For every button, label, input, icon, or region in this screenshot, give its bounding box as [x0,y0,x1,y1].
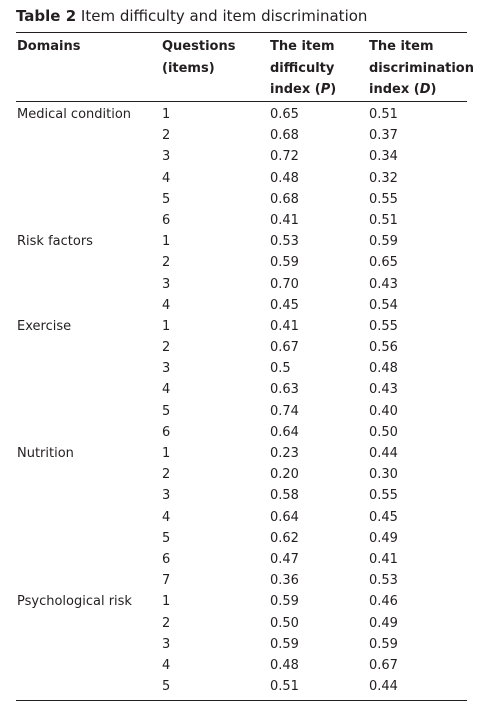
table-row [0,401,483,422]
question-cell: 2 [162,467,171,483]
table-row [0,507,483,528]
domain-cell: Risk factors [17,234,93,250]
difficulty-cell: 0.51 [270,679,299,695]
discrimination-cell: 0.49 [369,615,398,631]
discrimination-cell: 0.37 [369,128,398,144]
header-rule [16,101,467,102]
question-cell: 1 [162,446,171,461]
difficulty-cell: 0.64 [270,424,299,440]
question-cell: 4 [162,297,171,313]
table-row [0,379,483,400]
table-caption [16,7,367,25]
discrimination-cell: 0.49 [369,530,398,546]
header-difficulty-symbol: P [320,82,331,97]
discrimination-cell: 0.44 [369,679,398,695]
question-cell: 5 [162,191,171,207]
discrimination-cell: 0.67 [369,657,398,673]
header-discrimination-symbol: D [419,82,431,97]
question-cell: 6 [162,551,171,567]
question-cell: 6 [162,212,171,228]
difficulty-cell: 0.64 [270,509,299,525]
difficulty-cell: 0.5 [270,361,291,377]
difficulty-cell: 0.47 [270,551,299,567]
discrimination-cell: 0.44 [369,446,398,461]
question-cell: 4 [162,509,171,525]
header-difficulty-line3 [270,79,336,101]
header-questions [162,36,235,79]
question-cell: 1 [162,318,171,334]
table-row [0,104,483,125]
discrimination-cell: 0.59 [369,234,398,250]
header-domains [17,36,81,58]
question-cell: 3 [162,636,171,652]
table-row [0,528,483,549]
difficulty-cell: 0.74 [270,403,299,419]
top-rule [16,32,467,33]
header-discrimination-line2: discrimination [369,60,474,76]
difficulty-cell: 0.72 [270,149,299,165]
difficulty-cell: 0.50 [270,615,299,631]
question-cell: 3 [162,149,171,165]
table-row [0,358,483,379]
difficulty-cell: 0.59 [270,636,299,652]
header-difficulty-post: ) [330,82,337,97]
difficulty-cell: 0.53 [270,234,299,250]
table-caption-label: Table 2 [16,7,77,25]
discrimination-cell: 0.30 [369,467,398,483]
discrimination-cell: 0.41 [369,551,398,567]
difficulty-cell: 0.67 [270,340,299,356]
difficulty-cell: 0.59 [270,255,299,271]
table-row [0,591,483,612]
discrimination-cell: 0.48 [369,361,398,377]
table-row [0,316,483,337]
domain-cell: Medical condition [17,107,132,122]
question-cell: 3 [162,361,171,377]
header-discrimination [369,36,474,101]
discrimination-cell: 0.56 [369,340,398,356]
header-difficulty [270,36,336,101]
discrimination-cell: 0.32 [369,170,398,186]
discrimination-cell: 0.59 [369,636,398,652]
table-row [0,676,483,697]
header-discrimination-post: ) [430,82,437,97]
header-questions-line1: Questions [162,39,236,54]
question-cell: 4 [162,382,171,398]
question-cell: 3 [162,488,171,504]
difficulty-cell: 0.41 [270,318,299,334]
table-row [0,295,483,316]
question-cell: 5 [162,530,171,546]
difficulty-cell: 0.41 [270,212,299,228]
header-discrimination-pre: index ( [369,82,420,97]
table-row [0,125,483,146]
question-cell: 2 [162,615,171,631]
table-row [0,613,483,634]
header-difficulty-line1: The item [270,39,335,54]
difficulty-cell: 0.62 [270,530,299,546]
table-row [0,570,483,591]
question-cell: 5 [162,679,171,695]
discrimination-cell: 0.50 [369,424,398,440]
difficulty-cell: 0.48 [270,170,299,186]
table-caption-text: Item difficulty and item discrimination [80,7,368,25]
question-cell: 5 [162,403,171,419]
table-row [0,210,483,231]
difficulty-cell: 0.68 [270,191,299,207]
discrimination-cell: 0.43 [369,276,398,292]
domain-cell: Exercise [17,318,72,334]
table-row [0,549,483,570]
header-discrimination-line3 [369,79,474,101]
difficulty-cell: 0.63 [270,382,299,398]
question-cell: 1 [162,594,171,610]
discrimination-cell: 0.55 [369,488,398,504]
question-cell: 6 [162,424,171,440]
question-cell: 4 [162,170,171,186]
table-row [0,252,483,273]
discrimination-cell: 0.55 [369,318,398,334]
table-row [0,422,483,443]
table-row [0,655,483,676]
header-difficulty-line2: difficulty [270,60,335,76]
table-row [0,337,483,358]
domain-cell: Psychological risk [17,594,132,610]
table-row [0,485,483,506]
discrimination-cell: 0.43 [369,382,398,398]
discrimination-cell: 0.55 [369,191,398,207]
table-row [0,189,483,210]
question-cell: 2 [162,128,171,144]
table-row [0,464,483,485]
discrimination-cell: 0.51 [369,212,398,228]
header-questions-line2: (items) [162,60,215,76]
difficulty-cell: 0.59 [270,594,299,610]
discrimination-cell: 0.53 [369,573,398,589]
table-row [0,274,483,295]
difficulty-cell: 0.45 [270,297,299,313]
question-cell: 3 [162,276,171,292]
table-row [0,634,483,655]
domain-cell: Nutrition [17,446,74,461]
discrimination-cell: 0.65 [369,255,398,271]
difficulty-cell: 0.65 [270,107,299,122]
difficulty-cell: 0.58 [270,488,299,504]
discrimination-cell: 0.46 [369,594,398,610]
table-row [0,231,483,252]
question-cell: 2 [162,255,171,271]
difficulty-cell: 0.68 [270,128,299,144]
header-domains-label: Domains [17,39,81,54]
question-cell: 2 [162,340,171,356]
discrimination-cell: 0.34 [369,149,398,165]
header-discrimination-line1: The item [369,39,434,54]
discrimination-cell: 0.51 [369,107,398,122]
table-body [0,104,483,697]
table-row [0,443,483,464]
table-row [0,168,483,189]
bottom-rule [16,700,467,701]
difficulty-cell: 0.48 [270,657,299,673]
header-difficulty-pre: index ( [270,82,321,97]
difficulty-cell: 0.70 [270,276,299,292]
table-row [0,146,483,167]
difficulty-cell: 0.23 [270,446,299,461]
question-cell: 4 [162,657,171,673]
difficulty-cell: 0.20 [270,467,299,483]
question-cell: 1 [162,234,171,250]
discrimination-cell: 0.40 [369,403,398,419]
discrimination-cell: 0.54 [369,297,398,313]
difficulty-cell: 0.36 [270,573,299,589]
question-cell: 7 [162,573,171,589]
discrimination-cell: 0.45 [369,509,398,525]
question-cell: 1 [162,107,171,122]
